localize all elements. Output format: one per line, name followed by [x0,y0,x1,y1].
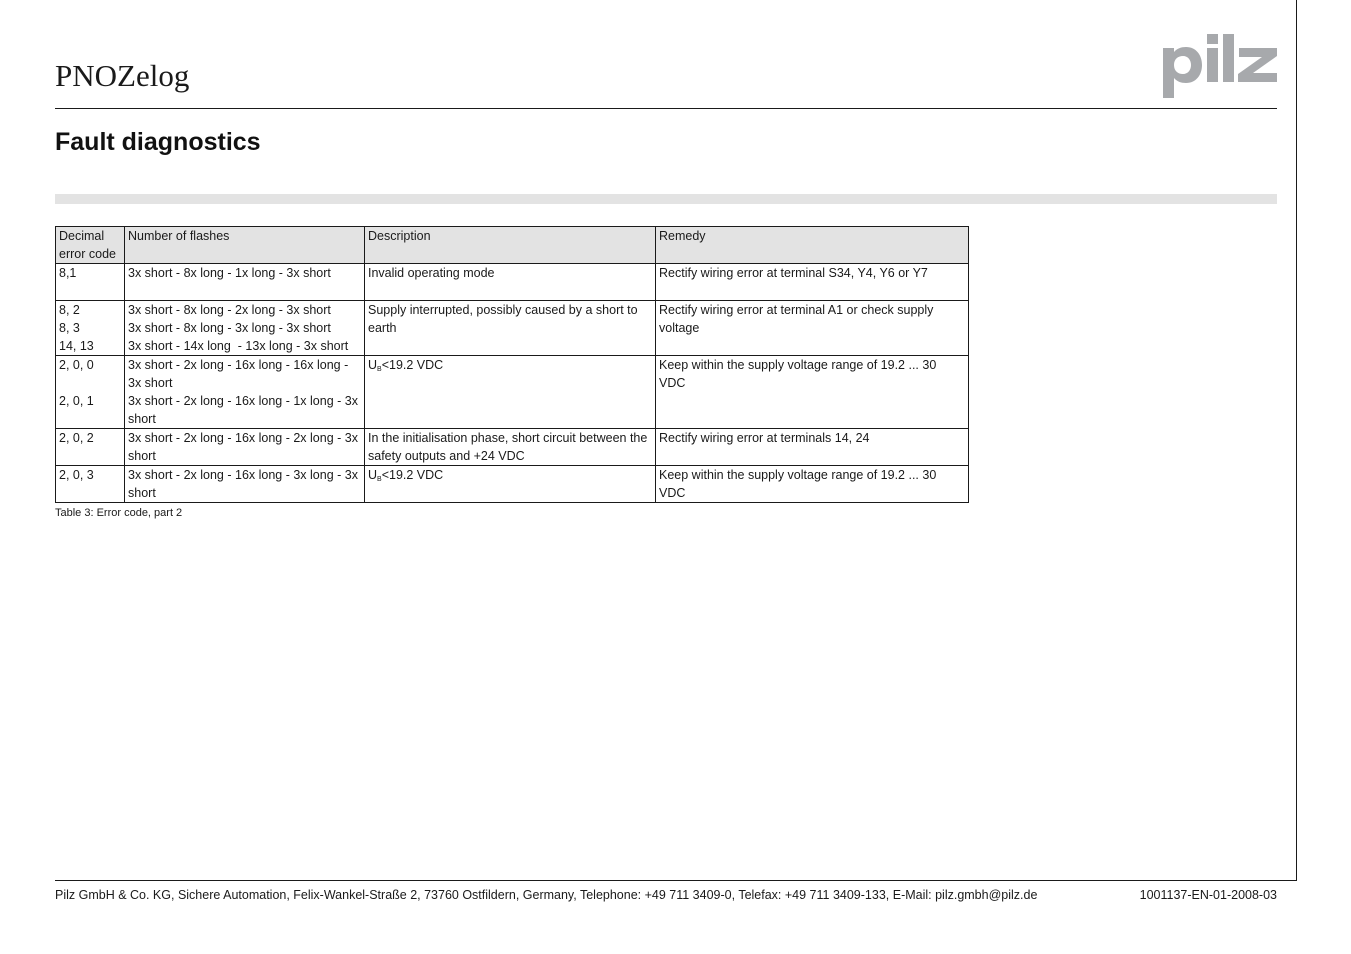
page-title: Fault diagnostics [55,128,261,156]
footer-company-info: Pilz GmbH & Co. KG, Sichere Automation, Felix-Wankel-Straße 2, 73760 Ostfildern, Germany, Telephone: +49 711 3409-0, Telefax: +49 711 3409-133, E-Mail: pilz.gmbh@pilz.de [55,888,1038,902]
remedy-cell: Rectify wiring error at terminal S34, Y4, Y6 or Y7 [656,264,969,301]
table-header-row [56,227,969,264]
footer-rule [55,880,1296,881]
error-code-cell: 2, 0, 2 [56,429,125,466]
pilz-logo [1160,30,1280,102]
description-cell: In the initialisation phase, short circuit between the safety outputs and +24 VDC [365,429,656,466]
description-cell: Supply interrupted, possibly caused by a short to earth [365,301,656,356]
description-cell: Invalid operating mode [365,264,656,301]
flashes-cell: 3x short - 2x long - 16x long - 2x long - 3x short [125,429,365,466]
error-code-cell: 2, 0, 0 2, 0, 1 [56,356,125,429]
page-right-rule [1296,0,1297,881]
table-row [56,466,969,503]
column-header-decimal-error-code: Decimal error code [56,227,125,264]
remedy-cell: Rectify wiring error at terminal A1 or check supply voltage [656,301,969,356]
header-rule [55,108,1277,109]
footer-document-number: 1001137-EN-01-2008-03 [1139,888,1277,902]
remedy-cell: Keep within the supply voltage range of 19.2 ... 30 VDC [656,466,969,503]
column-header-description: Description [365,227,656,264]
column-header-remedy: Remedy [656,227,969,264]
table-row [56,429,969,466]
table-row [56,356,969,429]
table-caption: Table 3: Error code, part 2 [55,507,183,519]
flashes-cell: 3x short - 8x long - 1x long - 3x short [125,264,365,301]
section-band [55,194,1277,204]
flashes-cell: 3x short - 2x long - 16x long - 3x long - 3x short [125,466,365,503]
error-code-cell: 2, 0, 3 [56,466,125,503]
flashes-cell: 3x short - 2x long - 16x long - 16x long - 3x short 3x short - 2x long - 16x long - 1x long - 3x short [125,356,365,429]
pilz-logo-text: pilz [1160,30,1162,31]
flashes-cell: 3x short - 8x long - 2x long - 3x short 3x short - 8x long - 3x long - 3x short 3x short - 14x long - 13x long - 3x short [125,301,365,356]
column-header-number-of-flashes: Number of flashes [125,227,365,264]
error-code-cell: 8,1 [56,264,125,301]
table-row [56,301,969,356]
table-row [56,264,969,301]
error-code-table [55,226,969,503]
description-cell: $U_B<19.2$ VDC [365,356,656,429]
product-name: PNOZelog [55,58,190,93]
remedy-cell: Rectify wiring error at terminals 14, 24 [656,429,969,466]
description-cell: $U_B<19.2$ VDC [365,466,656,503]
remedy-cell: Keep within the supply voltage range of 19.2 ... 30 VDC [656,356,969,429]
error-code-cell: 8, 2 8, 3 14, 13 [56,301,125,356]
